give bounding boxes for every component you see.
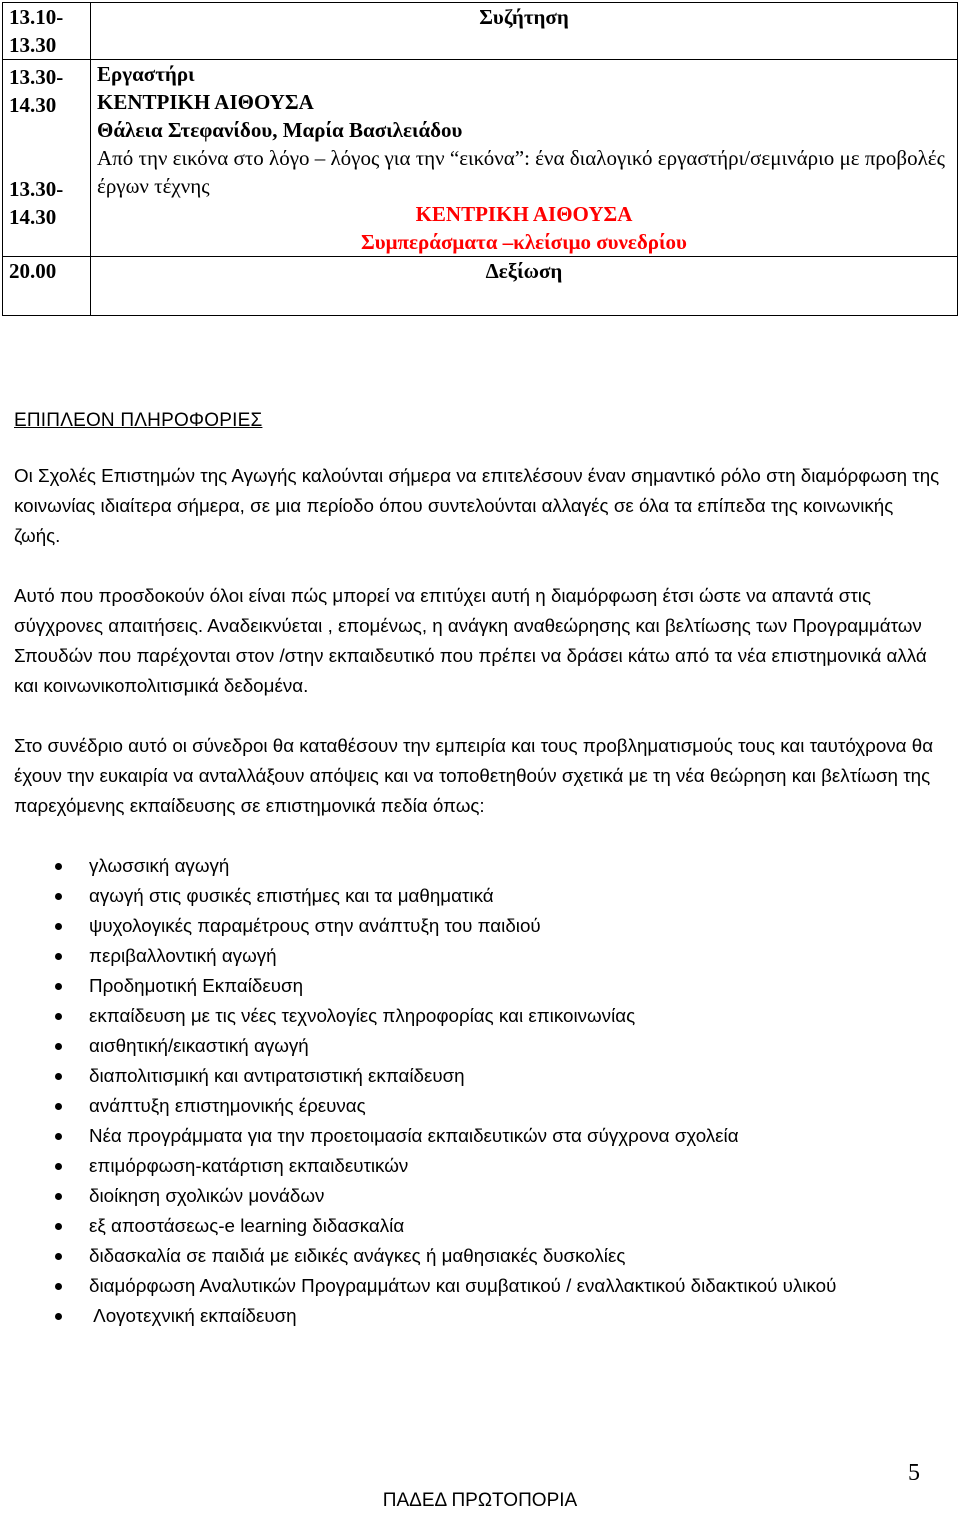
- schedule-row: [3, 257, 958, 316]
- list-item-text: εξ αποστάσεως-e learning διδασκαλία: [89, 1215, 405, 1236]
- list-item: [0, 971, 940, 1001]
- closing-room: ΚΕΝΤΡΙΚΗ ΑΙΘΟΥΣΑ: [415, 202, 633, 226]
- list-item: [0, 881, 940, 911]
- bullet-icon: [55, 1283, 62, 1290]
- time-cell: 20.00: [3, 257, 91, 316]
- session-title: Δεξίωση: [91, 257, 958, 316]
- paragraph: Αυτό που προσδοκούν όλοι είναι πώς μπορεί να επιτύχει αυτή η διαμόρφωση έτσι ώστε να απαντά στις σύγχρονες απαιτήσεις. Αναδεικνύεται , επομένως, η ανάγκη αναθεώρησης και βελτίωσης των Προγραμμάτων Σπουδών που παρέχονται στον /στην εκπαιδευτικό που πρέπει να δράσει κάτω από τα νέα επιστημονικά αλλά και κοινωνικοπολιτισμικά δεδομένα.: [14, 585, 927, 696]
- list-item-text: αγωγή στις φυσικές επιστήμες και τα μαθηματικά: [89, 885, 494, 906]
- bullet-icon: [55, 983, 62, 990]
- list-item: [0, 1301, 940, 1331]
- bullet-icon: [55, 1103, 62, 1110]
- paragraph: Οι Σχολές Επιστημών της Αγωγής καλούνται σήμερα να επιτελέσουν έναν σημαντικό ρόλο στη διαμόρφωση της κοινωνίας ιδιαίτερα σήμερα, σε μια περίοδο όπου συντελούνται αλλαγές σε όλα τα επίπεδα της κοινωνικής ζωής.: [14, 465, 940, 546]
- list-item: [0, 911, 940, 941]
- page-number: 5: [908, 1460, 920, 1486]
- list-item-text: ψυχολογικές παραμέτρους στην ανάπτυξη του παιδιού: [89, 915, 541, 936]
- list-item: [0, 1241, 940, 1271]
- session-room: ΚΕΝΤΡΙΚΗ ΑΙΘΟΥΣΑ: [97, 90, 314, 114]
- list-item-text: ανάπτυξη επιστημονικής έρευνας: [89, 1095, 366, 1116]
- list-item-text: γλωσσική αγωγή: [89, 855, 230, 876]
- time-cell: [3, 60, 91, 257]
- bullet-icon: [55, 1043, 62, 1050]
- bullet-icon: [55, 1313, 62, 1320]
- list-item: [0, 1211, 940, 1241]
- list-item-text: διδασκαλία σε παιδιά με ειδικές ανάγκες ή μαθησιακές δυσκολίες: [89, 1245, 626, 1266]
- bullet-icon: [55, 1133, 62, 1140]
- list-item-text: Προδημοτική Εκπαίδευση: [89, 975, 304, 996]
- time-end: 13.30: [9, 33, 57, 57]
- list-item-text: Λογοτεχνική εκπαίδευση: [89, 1305, 297, 1326]
- session-title: Συζήτηση: [91, 3, 958, 60]
- schedule-table: [2, 2, 958, 316]
- session-details: [91, 60, 958, 257]
- bullet-icon: [55, 1013, 62, 1020]
- bullet-icon: [55, 893, 62, 900]
- list-item-text: διοίκηση σχολικών μονάδων: [89, 1185, 325, 1206]
- list-item: [0, 1181, 940, 1211]
- time-start: 13.10-: [9, 5, 64, 29]
- bullet-icon: [55, 863, 62, 870]
- list-item: [0, 1271, 940, 1301]
- paragraph: Στο συνέδριο αυτό οι σύνεδροι θα καταθέσουν την εμπειρία και τους προβληματισμούς τους και ταυτόχρονα θα έχουν την ευκαιρία να ανταλλάξουν απόψεις και να τοποθετηθούν σχετικά με τη νέα θεώρηση και βελτίωση της παρεχόμενης εκπαίδευσης σε επιστημονικά πεδία όπως:: [14, 735, 934, 816]
- closing-title: Συμπεράσματα –κλείσιμο συνεδρίου: [361, 230, 687, 254]
- bullet-icon: [55, 1193, 62, 1200]
- list-item-text: διαμόρφωση Αναλυτικών Προγραμμάτων και συμβατικού / εναλλακτικού διδακτικού υλικού: [89, 1275, 837, 1296]
- list-item: [0, 1001, 940, 1031]
- list-item: [0, 1031, 940, 1061]
- list-item-text: διαπολιτισμική και αντιρατσιστική εκπαίδευση: [89, 1065, 465, 1086]
- page-footer: ΠΑΔΕΔ ΠΡΩΤΟΠΟΡΙΑ: [382, 1490, 578, 1511]
- time-cell: [3, 3, 91, 60]
- session-speakers: Θάλεια Στεφανίδου, Μαρία Βασιλειάδου: [97, 118, 463, 142]
- time-end: 14.30: [9, 93, 57, 117]
- bullet-icon: [55, 1253, 62, 1260]
- time-start: 13.30-: [9, 177, 64, 201]
- section-heading: ΕΠΙΠΛΕΟΝ ΠΛΗΡΟΦΟΡΙΕΣ: [14, 410, 263, 431]
- session-type: Εργαστήρι: [97, 62, 195, 86]
- list-item: [0, 941, 940, 971]
- schedule-row: [3, 3, 958, 60]
- list-item-text: εκπαίδευση με τις νέες τεχνολογίες πληροφορίας και επικοινωνίας: [89, 1005, 636, 1026]
- time-start: 13.30-: [9, 65, 64, 89]
- bullet-icon: [55, 1163, 62, 1170]
- schedule-row: [3, 60, 958, 257]
- time-end: 14.30: [9, 205, 57, 229]
- list-item: [0, 851, 940, 881]
- bullet-icon: [55, 1223, 62, 1230]
- list-item: [0, 1061, 940, 1091]
- bullet-icon: [55, 1073, 62, 1080]
- list-item-text: Νέα προγράμματα για την προετοιμασία εκπαιδευτικών στα σύγχρονα σχολεία: [89, 1125, 739, 1146]
- list-item: [0, 1091, 940, 1121]
- list-item: [0, 1121, 940, 1151]
- list-item: [0, 1151, 940, 1181]
- list-item-text: περιβαλλοντική αγωγή: [89, 945, 277, 966]
- topics-list: [0, 851, 940, 1331]
- session-description: Από την εικόνα στο λόγο – λόγος για την “εικόνα”: ένα διαλογικό εργαστήρι/σεμινάριο με προβολές έργων τέχνης: [97, 146, 945, 198]
- bullet-icon: [55, 923, 62, 930]
- list-item-text: αισθητική/εικαστική αγωγή: [89, 1035, 309, 1056]
- list-item-text: επιμόρφωση-κατάρτιση εκπαιδευτικών: [89, 1155, 409, 1176]
- bullet-icon: [55, 953, 62, 960]
